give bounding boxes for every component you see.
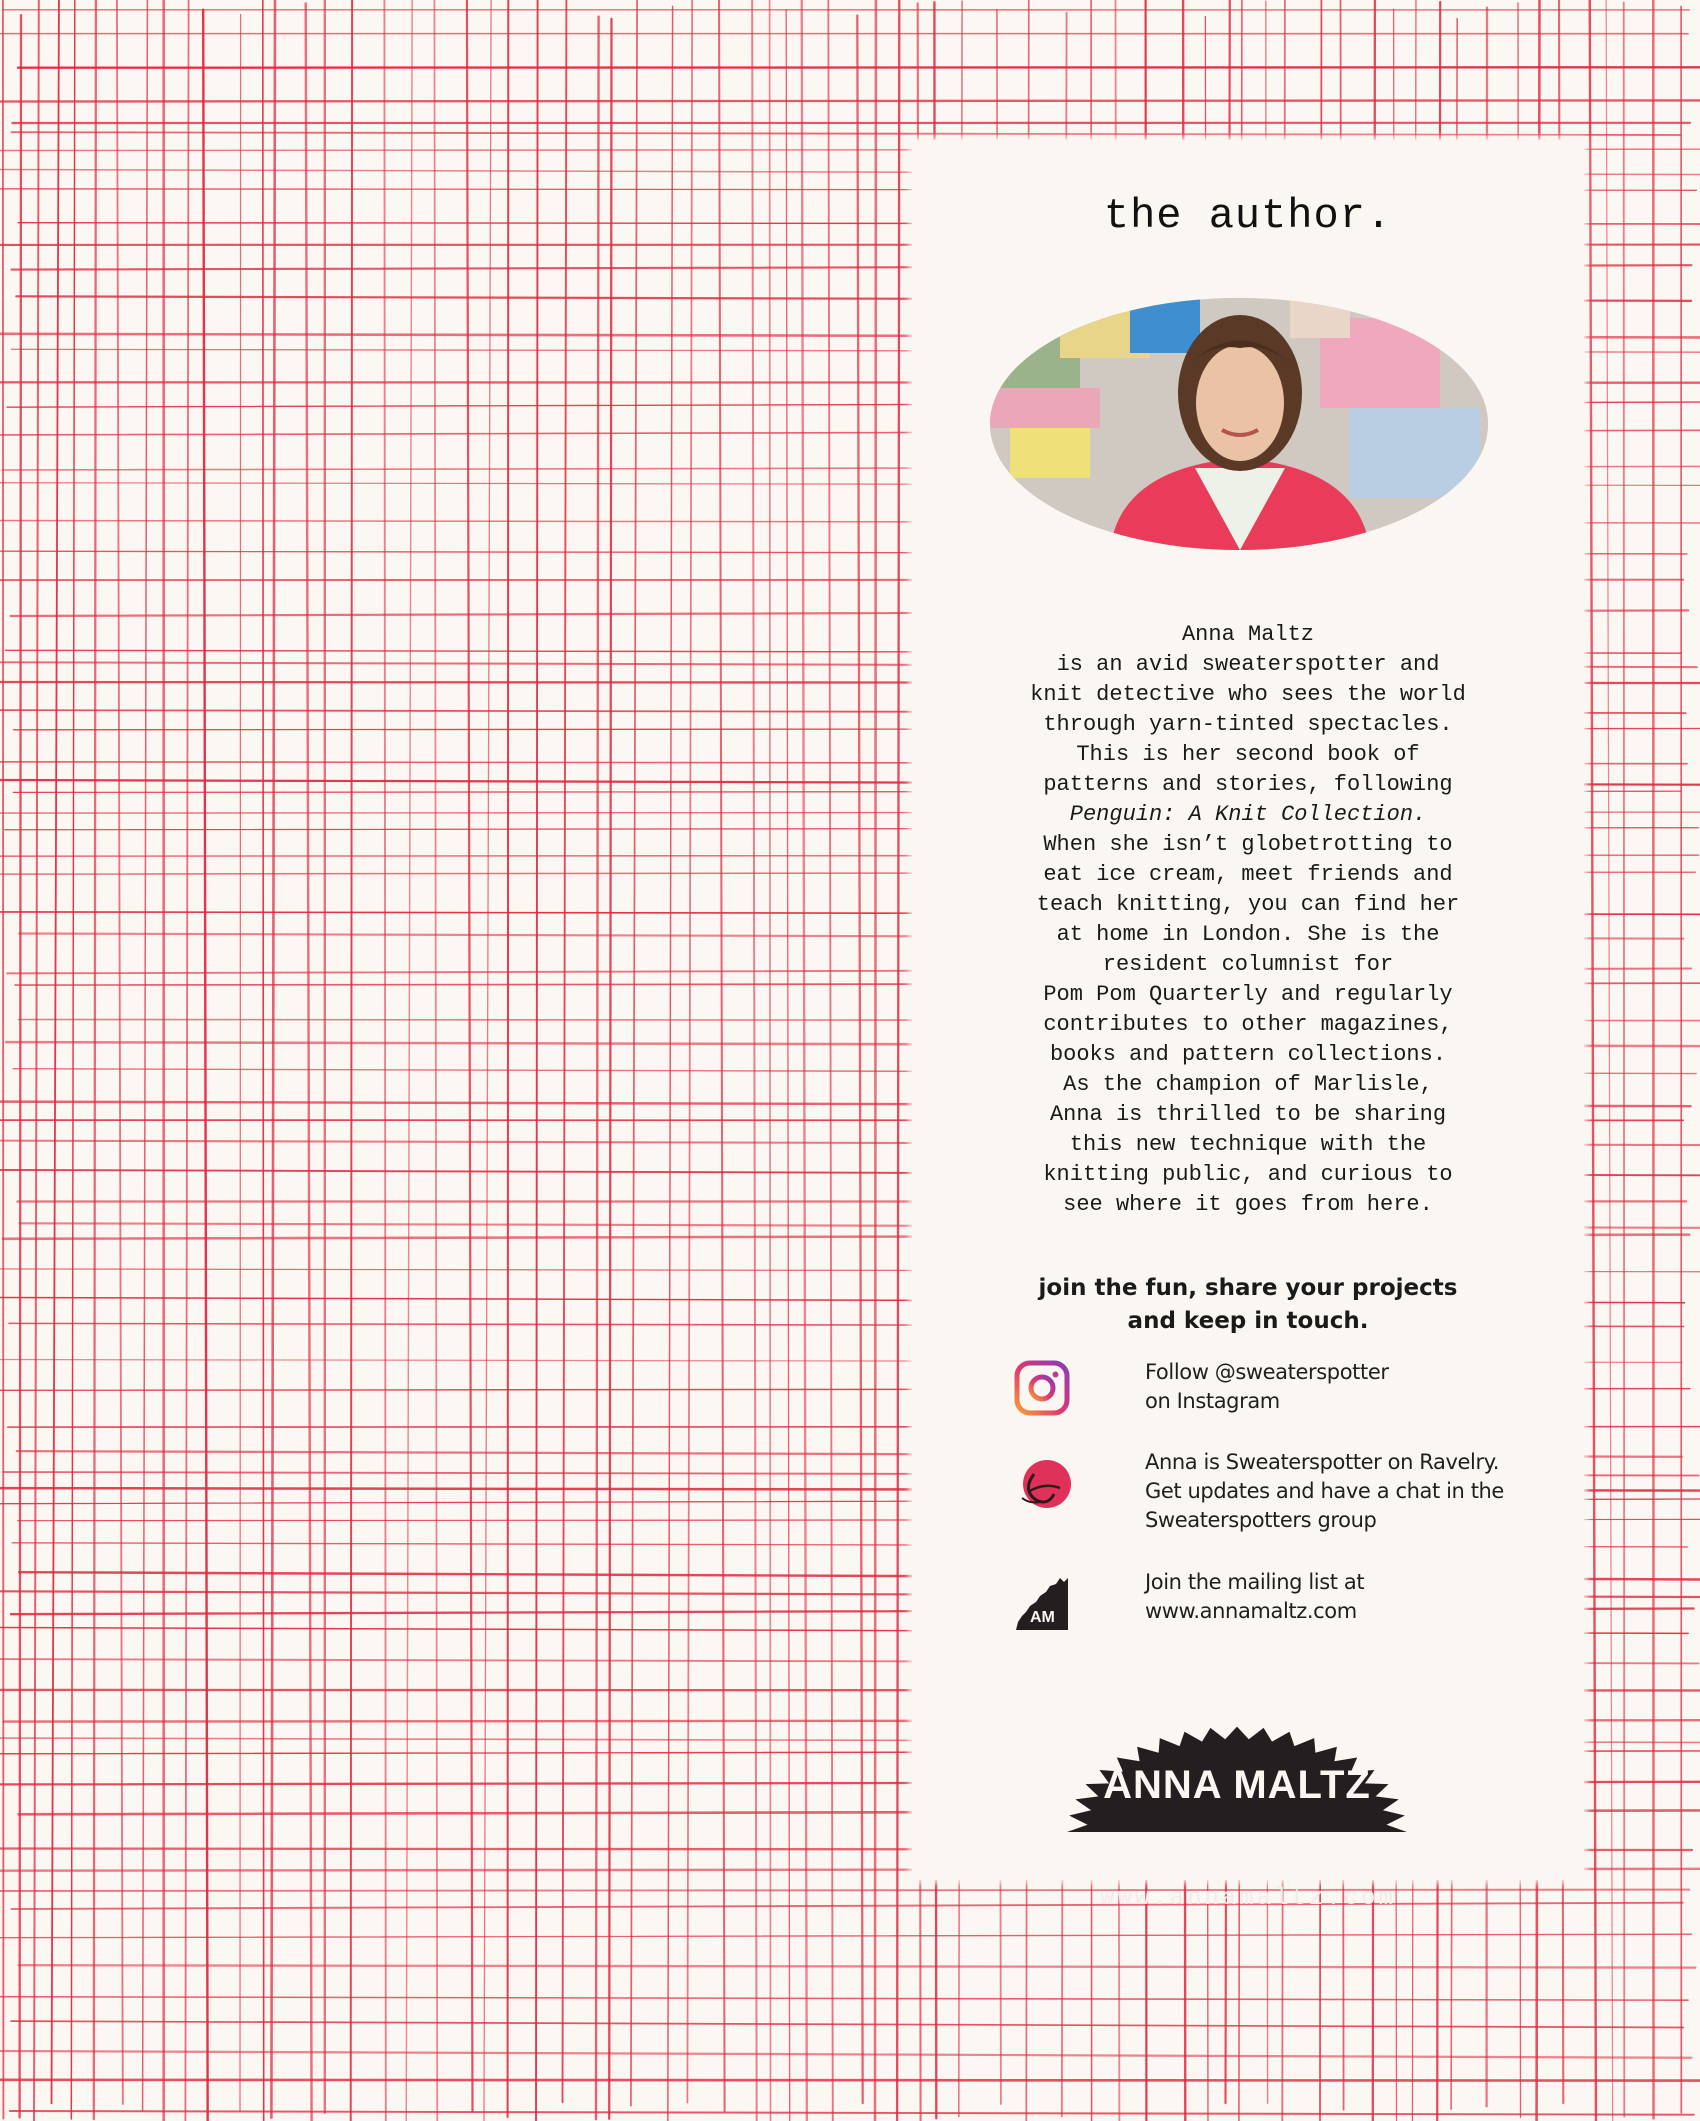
grid-line <box>117 0 123 2104</box>
grid-line <box>631 0 637 2106</box>
bio-line: Pom Pom Quarterly and regularly <box>1043 982 1453 1007</box>
svg-text:AM: AM <box>1030 1609 1055 1626</box>
grid-line <box>786 10 790 2121</box>
grid-line <box>143 0 148 2111</box>
page-title: the author. <box>1103 192 1393 240</box>
bio-line: eat ice cream, meet friends and <box>1043 862 1453 887</box>
ravelry-text <box>1145 1448 1575 1535</box>
grid-line <box>687 0 692 2103</box>
grid-line <box>20 15 21 2117</box>
grid-line <box>0 2080 1700 2081</box>
bio-line: patterns and stories, following <box>1043 772 1453 797</box>
grid-line <box>752 0 757 2121</box>
bio-line: resident columnist for <box>1102 952 1394 977</box>
anna-maltz-logo <box>1064 1710 1410 1832</box>
grid-line <box>857 16 862 2104</box>
bio-line: knitting public, and curious to <box>1043 1162 1453 1187</box>
grid-line <box>71 0 75 2119</box>
grid-line <box>508 0 509 2117</box>
grid-line <box>406 0 412 2121</box>
author-bio <box>952 620 1544 1220</box>
contact-line: Join the mailing list at <box>1145 1570 1365 1594</box>
grid-line <box>1606 0 1613 2121</box>
grid-line <box>3 0 4 2119</box>
bio-line: see where it goes from here. <box>1063 1192 1433 1217</box>
bio-line: contributes to other magazines, <box>1043 1012 1453 1037</box>
bio-line: When she isn’t globetrotting to <box>1043 832 1453 857</box>
grid-line <box>1590 0 1596 2121</box>
grid-line <box>536 0 538 2121</box>
grid-line <box>802 0 807 2121</box>
bio-line: As the champion of Marlisle, <box>1063 1072 1433 1097</box>
grid-line <box>11 2021 1683 2027</box>
cta-line: and keep in touch. <box>1127 1308 1369 1334</box>
grid-line <box>596 17 599 2120</box>
grid-line <box>185 0 188 2121</box>
call-to-action <box>912 1272 1584 1338</box>
grid-line <box>897 0 899 2121</box>
grid-line <box>271 0 275 2118</box>
grid-line <box>384 0 385 2121</box>
grid-line <box>467 0 473 2111</box>
grid-line <box>0 100 1700 101</box>
grid-line <box>1624 3 1625 2117</box>
book-title: Penguin: A Knit Collection. <box>1069 802 1427 827</box>
grid-line <box>10 2111 1694 2115</box>
grid-line <box>12 132 1681 135</box>
bio-line: is an avid sweaterspotter and <box>1056 652 1440 677</box>
grid-line <box>94 0 96 2119</box>
bio-line: at home in London. She is the <box>1056 922 1440 947</box>
grid-line <box>828 0 833 2121</box>
author-panel <box>912 140 1584 1912</box>
grid-line <box>34 0 39 2121</box>
grid-line <box>770 0 771 2121</box>
contact-line[interactable]: Follow @sweaterspotter <box>1145 1360 1389 1384</box>
grid-line <box>719 0 725 2111</box>
grid-line <box>52 0 60 2103</box>
bio-line: This is her second book of <box>1076 742 1420 767</box>
bio-line: through yarn-tinted spectacles. <box>1043 712 1453 737</box>
grid-line <box>263 0 264 2121</box>
anna-maltz-mark-icon <box>1014 1576 1070 1632</box>
grid-line <box>19 1965 1696 1967</box>
faint-footer-url: www.annamaltz.com <box>1100 1885 1396 1912</box>
contact-line: on Instagram <box>1145 1389 1280 1413</box>
bio-line: this new technique with the <box>1069 1132 1427 1157</box>
contact-line: Get updates and have a chat in the <box>1145 1479 1504 1503</box>
instagram-icon[interactable] <box>1014 1360 1070 1416</box>
grid-line <box>203 10 208 2121</box>
grid-line <box>484 0 491 2121</box>
ravelry-icon[interactable] <box>1014 1454 1074 1514</box>
grid-line <box>351 0 352 2121</box>
bio-line: books and pattern collections. <box>1049 1042 1447 1067</box>
logo-text: ANNA MALTZ <box>1103 1763 1371 1807</box>
bio-line: teach knitting, you can find her <box>1036 892 1460 917</box>
grid-line <box>0 1997 1688 2001</box>
contact-line: Anna is Sweaterspotter on Ravelry. <box>1145 1450 1500 1474</box>
bio-line: knit detective who sees the world <box>1030 682 1466 707</box>
mailing-list-text <box>1145 1568 1575 1626</box>
author-name: Anna Maltz <box>1181 622 1315 647</box>
grid-line <box>240 14 241 2111</box>
cta-line: join the fun, share your projects <box>1038 1275 1458 1301</box>
bio-line: Anna is thrilled to be sharing <box>1049 1102 1447 1127</box>
grid-line <box>434 0 437 2121</box>
grid-line <box>668 6 673 2121</box>
grid-line <box>563 0 567 2102</box>
instagram-text <box>1145 1358 1575 1416</box>
contact-line: Sweaterspotters group <box>1145 1508 1377 1532</box>
grid-line <box>875 0 876 2121</box>
website-link[interactable]: www.annamaltz.com <box>1145 1599 1357 1623</box>
author-photo-image <box>990 298 1488 550</box>
author-photo <box>990 298 1488 550</box>
grid-line <box>306 4 312 2121</box>
